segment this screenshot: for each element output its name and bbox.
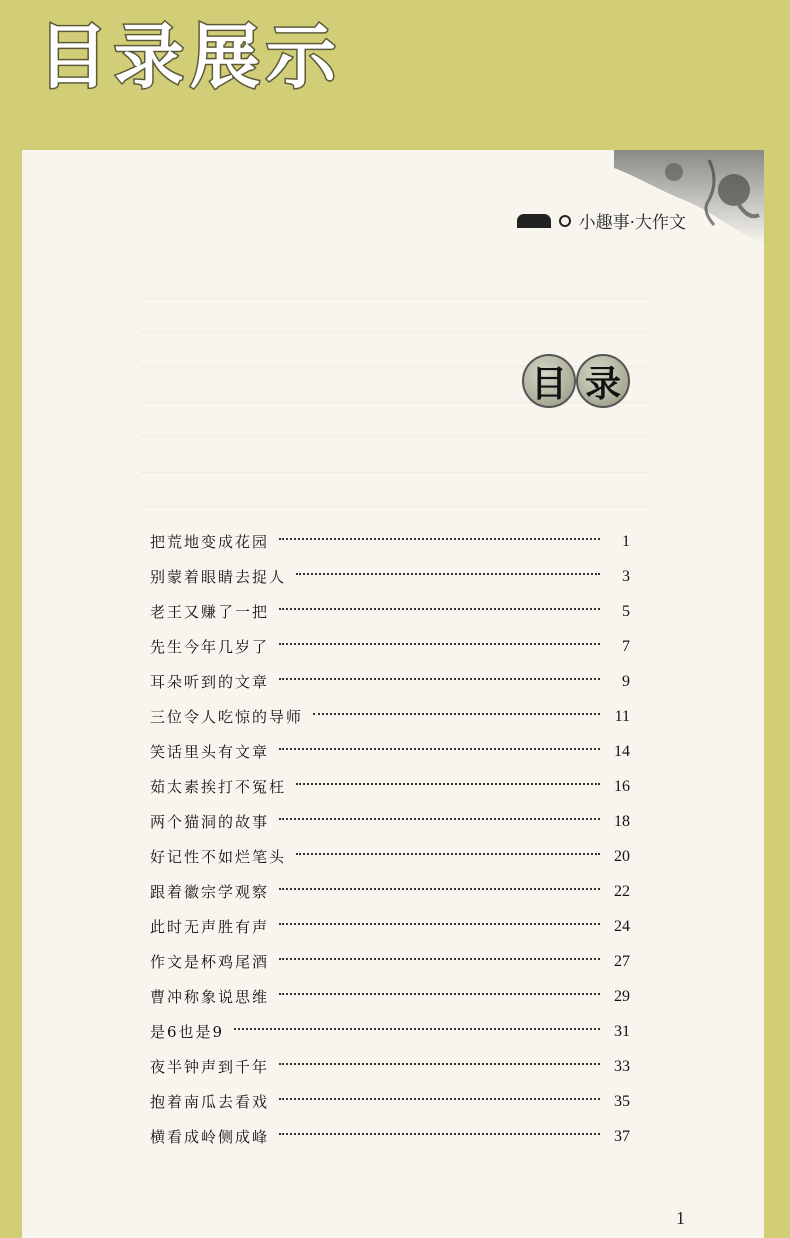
toc-entry-title: 跟着徽宗学观察 [150,883,270,901]
leader-dots [279,1133,600,1135]
leader-dots [313,713,600,715]
toc-entry-title: 夜半钟声到千年 [150,1058,270,1076]
toc-entry-title: 三位令人吃惊的导师 [150,708,304,726]
toc-entry[interactable] [150,1084,630,1119]
leader-dots [279,1098,600,1100]
toc-entry-page: 24 [614,917,630,935]
toc-entry-title: 好记性不如烂笔头 [150,848,287,866]
toc-entry-page: 11 [614,707,630,725]
toc-entry[interactable] [150,664,630,699]
banner-title: 目录展示 [38,16,342,98]
toc-entry-title: 把荒地变成花园 [150,533,270,551]
toc-entry-page: 35 [614,1092,630,1110]
leader-dots [279,923,600,925]
toc-entry-page: 5 [622,602,630,620]
corner-illustration [614,150,764,260]
toc-entry-page: 18 [614,812,630,830]
bleed-through-line [142,332,652,334]
leader-dots [279,1063,600,1065]
bleed-through-line [142,506,652,508]
bleed-through-line [142,298,652,300]
toc-entry-page: 29 [614,987,630,1005]
cloud-ornament-icon [517,214,551,228]
leader-dots [279,888,600,890]
toc-entry-page: 33 [614,1057,630,1075]
toc-entry-page: 31 [614,1022,630,1040]
toc-entry-title: 曹冲称象说思维 [150,988,270,1006]
series-title: 小趣事·大作文 [578,213,686,233]
toc-entry-title: 作文是杯鸡尾酒 [150,953,270,971]
toc-entry-page: 1 [622,532,630,550]
bleed-through-line [142,472,652,474]
toc-entry-title: 笑话里头有文章 [150,743,270,761]
leader-dots [279,958,600,960]
leader-dots [279,538,600,540]
toc-heading-char: 录 [576,354,630,408]
toc-entry-page: 14 [614,742,630,760]
toc-entry-title: 抱着南瓜去看戏 [150,1093,270,1111]
running-header [517,208,686,233]
toc-entry-page: 9 [622,672,630,690]
toc-entry[interactable] [150,1014,630,1049]
circle-ornament-icon [559,215,571,227]
toc-entry[interactable] [150,839,630,874]
toc-entry[interactable] [150,594,630,629]
toc-entry[interactable] [150,734,630,769]
toc-entry-title: 先生今年几岁了 [150,638,270,656]
toc-entry[interactable] [150,699,630,734]
toc-entry-title: 横看成岭侧成峰 [150,1128,270,1146]
toc-entry-page: 20 [614,847,630,865]
toc-entry[interactable] [150,769,630,804]
toc-heading-char: 目 [522,354,576,408]
bleed-through-line [142,436,652,438]
toc-entry[interactable] [150,1049,630,1084]
leader-dots [279,993,600,995]
leader-dots [296,573,600,575]
toc-entry-page: 22 [614,882,630,900]
toc-entry[interactable] [150,559,630,594]
toc-entry-title: 别蒙着眼睛去捉人 [150,568,287,586]
toc-entry-page: 7 [622,637,630,655]
leader-dots [279,748,600,750]
toc-entry-title: 茹太素挨打不冤枉 [150,778,287,796]
book-page [22,150,764,1238]
toc-entry-page: 3 [622,567,630,585]
page-number: 1 [676,1208,685,1228]
leader-dots [296,853,600,855]
toc-entry[interactable] [150,979,630,1014]
toc-entry-title: 耳朵听到的文章 [150,673,270,691]
leader-dots [279,643,600,645]
toc-entry-title: 两个猫洞的故事 [150,813,270,831]
toc-entry-title: 是6也是9 [150,1023,225,1041]
toc-entry-page: 27 [614,952,630,970]
leader-dots [279,678,600,680]
banner [0,0,790,150]
leader-dots [279,608,600,610]
toc-entry-title: 此时无声胜有声 [150,918,270,936]
toc-entry-page: 37 [614,1127,630,1145]
toc-entry[interactable] [150,909,630,944]
toc-entry-page: 16 [614,777,630,795]
toc-entry[interactable] [150,524,630,559]
toc-entry[interactable] [150,804,630,839]
toc-entry[interactable] [150,944,630,979]
toc-entry[interactable] [150,1119,630,1154]
toc-entry-title: 老王又赚了一把 [150,603,270,621]
toc-entry[interactable] [150,629,630,664]
toc-heading [522,354,630,408]
leader-dots [279,818,600,820]
leader-dots [234,1028,600,1030]
leader-dots [296,783,600,785]
toc-entry[interactable] [150,874,630,909]
